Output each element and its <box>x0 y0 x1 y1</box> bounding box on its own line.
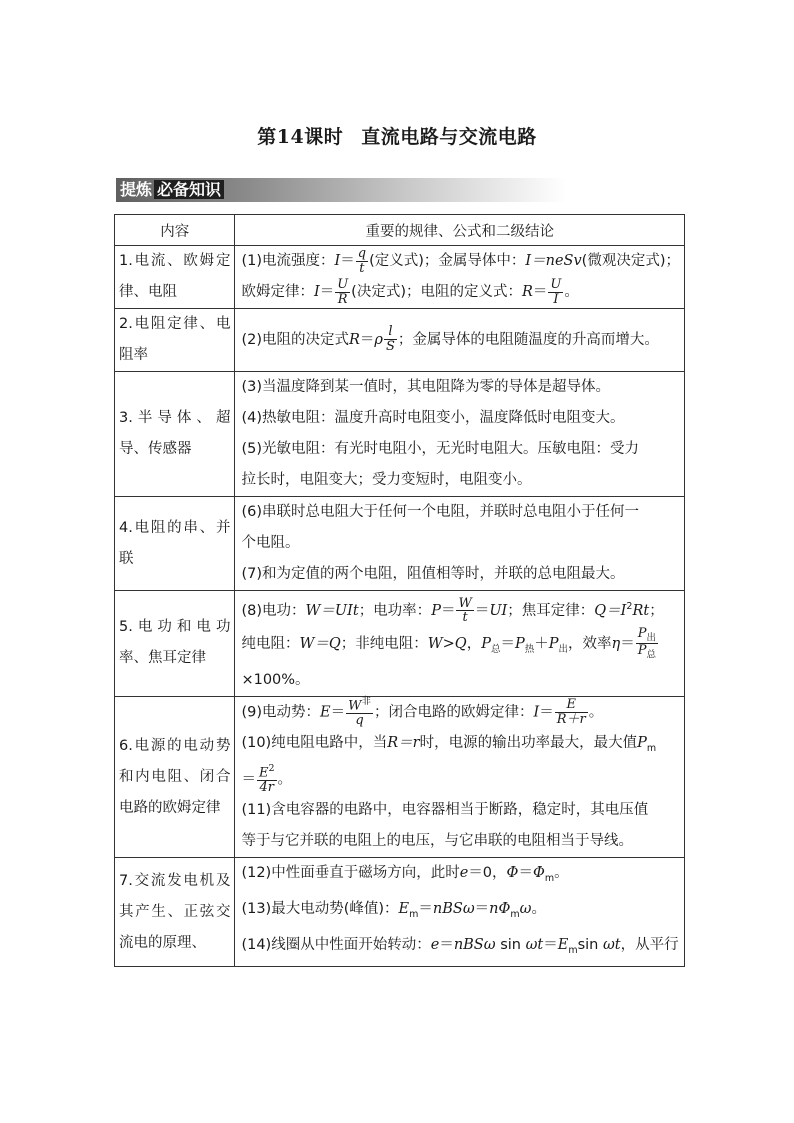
fraction: $\frac{E}{R+r}$ <box>556 696 586 727</box>
row-laws <box>235 591 685 697</box>
law-line: (4)热敏电阻：温度升高时电阻变小，温度降低时电阻变大。 <box>241 410 625 426</box>
row-laws <box>235 246 685 309</box>
law-line: 拉长时，电阻变大；受力变短时，电阻变小。 <box>241 472 532 488</box>
law-line: (1)电流强度：I＝ $\frac{q}{t}$ (定义式)；金属导体中：I＝neSv(微观决定式)； <box>241 245 680 276</box>
row-laws <box>235 309 685 372</box>
law-line: (3)当温度降到某一值时，其电阻降为零的导体是超导体。 <box>241 379 610 395</box>
table-row <box>115 497 685 591</box>
law-line: (14)线圈从中性面开始转动：e＝nBSω $\sin \omega t=E_m\sin$ ωt，从平行 <box>241 937 679 956</box>
row-topic: 2.电阻定律、电阻率 <box>115 309 235 372</box>
table-row <box>115 858 685 967</box>
law-line: ×100%。 <box>241 671 310 688</box>
law-line: ＝ $\frac{E^2}{4r}$ 。 <box>241 762 292 795</box>
row-topic: 7.交流发电机及其产生、正弦交流电的原理、 <box>115 858 235 967</box>
law-line: (5)光敏电阻：有光时电阻小，无光时电阻大。压敏电阻：受力 <box>241 441 639 457</box>
law-line: (13)最大电动势(峰值)：$E_m=nBS\omega=n\Phi_m\omega$。 <box>241 901 546 921</box>
header-laws: 重要的规律、公式和二级结论 <box>235 215 685 246</box>
law-line: 欧姆定律：I＝ $\frac{U}{R}$ (决定式)；电阻的定义式：R＝ $\frac{U}{I}$ 。 <box>241 276 579 307</box>
table-row <box>115 372 685 497</box>
lesson-topic: 直流电路与交流电路 <box>361 126 537 148</box>
fraction: $\frac{W^非}{q}$ <box>348 695 371 728</box>
law-line: (2)电阻的决定式R＝ρ $\frac{l}{S}$ ；金属导体的电阻随温度的升高而增大。 <box>241 324 659 354</box>
row-topic: 3.半导体、超导、传感器 <box>115 372 235 497</box>
fraction: $\frac{E^2}{4r}$ <box>258 762 275 795</box>
table-row <box>115 309 685 372</box>
law-line: (11)含电容器的电路中，电容器相当于断路，稳定时，其电压值 <box>241 802 649 819</box>
header-content: 内容 <box>115 215 235 246</box>
row-laws <box>235 696 685 858</box>
banner-label-part1: 提炼 <box>120 180 153 199</box>
law-line: (10)纯电阻电路中，当R＝r时，电源的输出功率最大，最大值$P_m$ <box>241 735 657 754</box>
section-banner <box>116 178 566 202</box>
fraction: $\frac{U}{I}$ <box>550 276 562 307</box>
law-line: (9)电动势：E＝ $\frac{W^非}{q}$ ；闭合电路的欧姆定律：I＝ $\frac{E}{R+r}$ 。 <box>241 695 604 728</box>
law-line: (8)电功：W＝UIt；电功率：P＝ $\frac{W}{t}$ ＝UI；焦耳定律：$Q=I^2Rt$； <box>241 595 664 626</box>
row-topic: 6.电源的电动势和内电阻、闭合电路的欧姆定律 <box>115 696 235 858</box>
fraction: $\frac{W}{t}$ <box>458 595 472 626</box>
law-line: (7)和为定值的两个电阻，阻值相等时，并联的总电阻最大。 <box>241 566 625 582</box>
table-header-row <box>115 215 685 246</box>
law-line: (12)中性面垂直于磁场方向，此时e＝0，$\Phi=\Phi_m$。 <box>241 865 569 885</box>
table-row <box>115 591 685 697</box>
row-laws <box>235 372 685 497</box>
fraction: $\frac{U}{R}$ <box>337 276 349 307</box>
law-line: 纯电阻：W＝Q；非纯电阻：W>Q，$P_总=P_热+P_出$，效率η＝ $\frac{P_出}{P_总}$ <box>241 625 656 661</box>
law-line: (6)串联时总电阻大于任何一个电阻，并联时总电阻小于任何一 <box>241 504 639 520</box>
page-title <box>0 122 794 149</box>
fraction: $\frac{l}{S}$ <box>385 324 395 354</box>
row-topic: 4.电阻的串、并联 <box>115 497 235 591</box>
row-laws <box>235 497 685 591</box>
knowledge-table <box>114 214 685 967</box>
table-row <box>115 246 685 309</box>
lesson-number: 第14课时 <box>257 126 344 148</box>
table-row <box>115 696 685 858</box>
fraction: $\frac{P_出}{P_总}$ <box>637 625 656 661</box>
row-laws <box>235 858 685 967</box>
law-line: 等于与它并联的电阻上的电压，与它串联的电阻相当于导线。 <box>241 833 633 850</box>
row-topic: 5.电功和电功率、焦耳定律 <box>115 591 235 697</box>
row-topic: 1.电流、欧姆定律、电阻 <box>115 246 235 309</box>
banner-label-part2: 必备知识 <box>154 180 224 199</box>
law-line: 个电阻。 <box>241 535 300 551</box>
fraction: $\frac{q}{t}$ <box>357 245 367 276</box>
